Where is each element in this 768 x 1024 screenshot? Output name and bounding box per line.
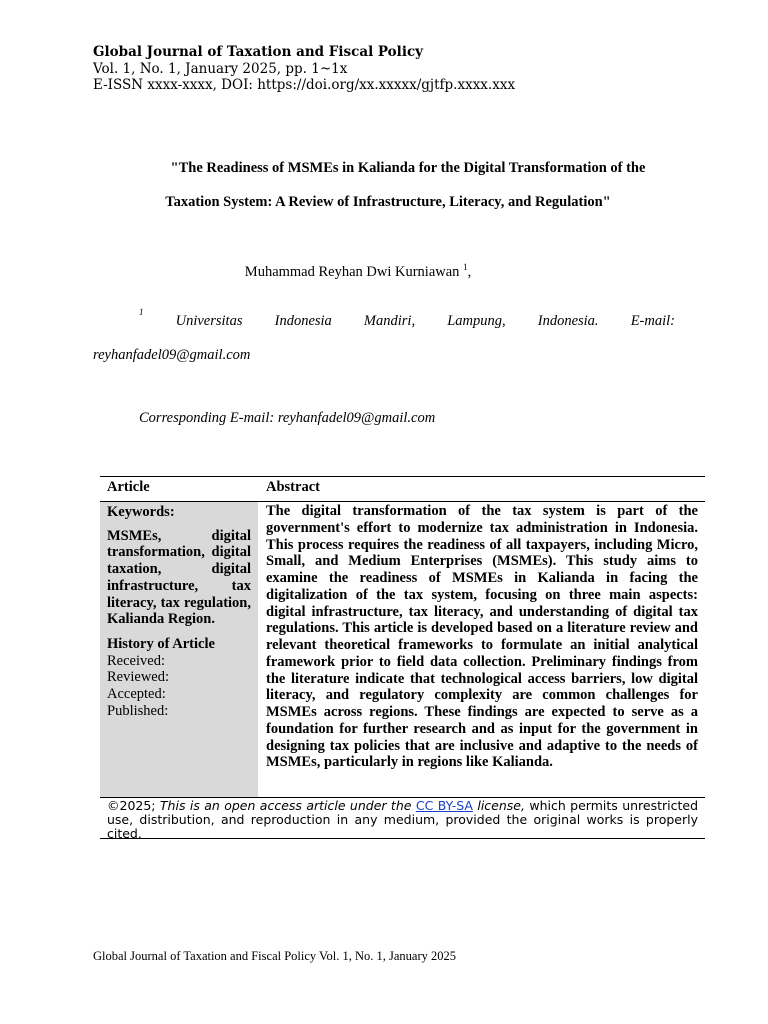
affiliation-word: E-mail: [630,313,675,329]
affiliation-word: Mandiri, [363,313,416,329]
article-info-table [100,476,705,842]
abstract-column-header: Abstract [266,479,320,495]
corresponding-email: Corresponding E-mail: reyhanfadel09@gmail.com [139,410,436,426]
table-header [100,476,705,502]
page-footer: Global Journal of Taxation and Fiscal Policy Vol. 1, No. 1, January 2025 [93,949,456,963]
article-info-panel [100,502,258,797]
license-open-access-text: This is an open access article under the [159,798,416,813]
history-reviewed: Reviewed: [107,669,170,686]
affiliation-word: Indonesia. [537,313,599,329]
author-affiliation-mark: 1 [463,262,468,272]
license-terms: which permits unrestricted use, distribution, and reproduction in any medium, provided the original works is properly cited. [107,798,699,842]
affiliation-mark: 1 [139,307,144,317]
author-line [93,262,623,281]
affiliation-word: Indonesia [274,313,332,329]
affiliation-word: Lampung, [447,313,506,329]
affiliation-word: Universitas [175,313,243,329]
history-accepted: Accepted: [107,686,166,703]
abstract-text: The digital transformation of the tax system is part of the government's effort to modernize tax administration in Indonesia. This process requires the readiness of all taxpayers, including Micro, Small, and Medium Enterprises (MSMEs). This study aims to examine the readiness of MSMEs in Kalianda in facing the digitalization of the tax system, focusing on three main aspects: digital infrastructure, tax literacy, and understanding of digital tax regulations. This article is developed based on a literature review and relevant theoretical frameworks to formulate an initial analytical framework prior to field data collection. Preliminary findings from the literature indicate that technological access barriers, low digital literacy, and regulatory complexity are common challenges for MSMEs across regions. These findings are expected to serve as a foundation for further research and as input for the government in designing tax policies that are inclusive and adaptive to the needs of MSMEs, particularly in regions like Kalianda. [266,503,698,771]
affiliation [93,307,675,364]
history-received: Received: [107,652,165,669]
paper-title-line-1: "The Readiness of MSMEs in Kalianda for the Digital Transformation of the [170,160,646,176]
keywords-list: MSMEs, digital transformation, digital taxation, digital infrastructure, tax literacy, tax regulation, Kalianda Region. [107,527,251,628]
license-note [100,797,705,842]
history-label: History of Article [107,635,215,652]
license-copyright: ©2025; [107,798,160,813]
affiliation-email: reyhanfadel09@gmail.com [93,347,251,363]
license-link[interactable]: CC BY-SA [415,798,473,813]
article-column-header: Article [107,479,150,495]
journal-header [93,44,515,94]
paper-title-line-2: Taxation System: A Review of Infrastructure, Literacy, and Regulation" [165,194,611,210]
author-suffix: , [467,263,472,280]
journal-title: Global Journal of Taxation and Fiscal Policy [93,44,424,60]
volume-line: Vol. 1, No. 1, January 2025, pp. 1~1x [93,60,348,77]
issn-doi-line: E-ISSN xxxx-xxxx, DOI: https://doi.org/xx.xxxxx/gjtfp.xxxx.xxx [93,77,516,93]
history-published: Published: [107,702,169,719]
table-body [100,502,705,797]
keywords-label: Keywords: [107,504,175,520]
license-word: license, [472,798,525,813]
author-name: Muhammad Reyhan Dwi Kurniawan [244,263,460,280]
